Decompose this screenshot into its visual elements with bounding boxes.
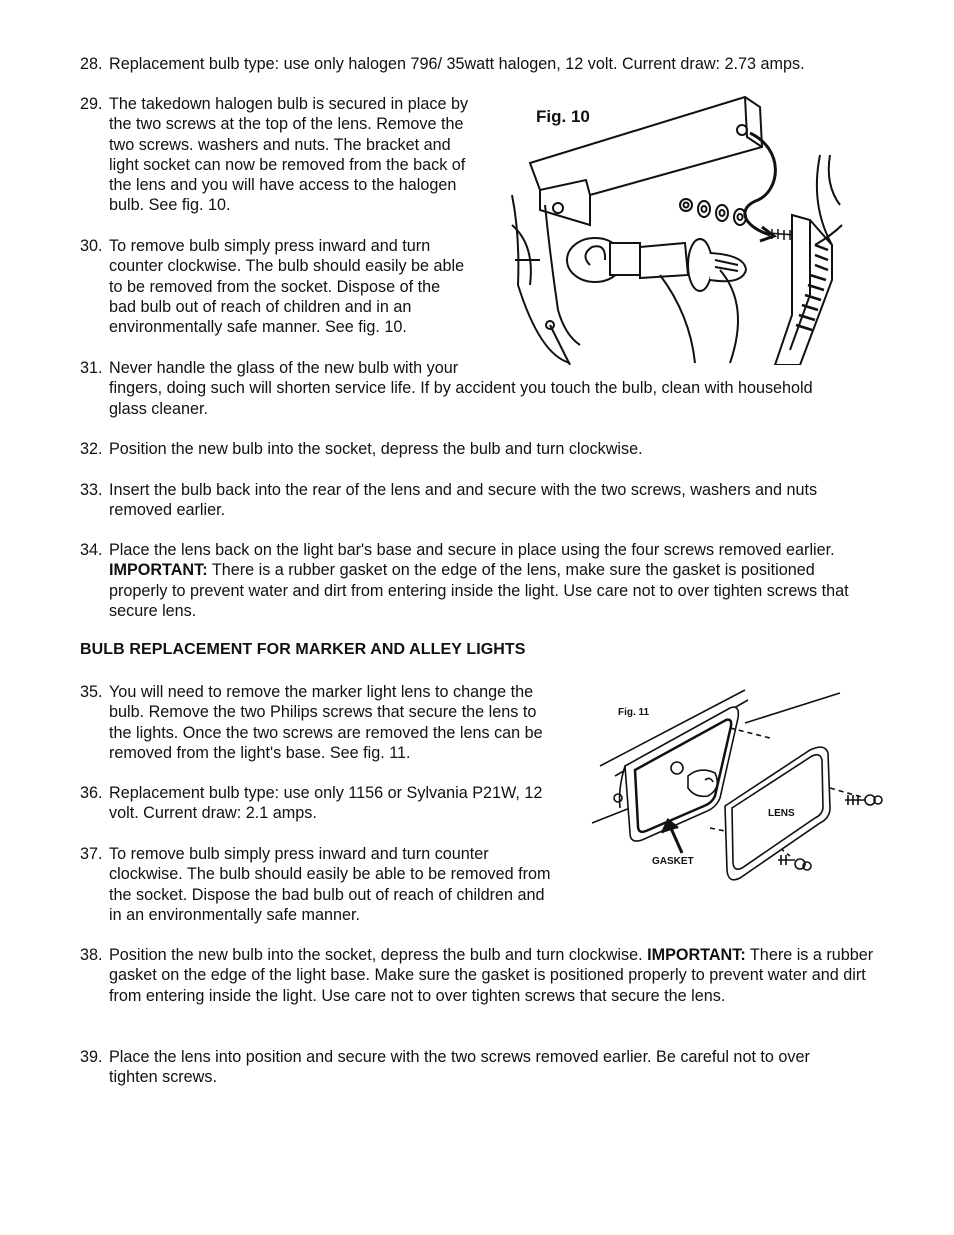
text-line: light socket can now be removed from the back of — [109, 155, 466, 174]
text-line: bulb. Remove the two Philips screws that secure the lens to — [109, 703, 537, 722]
important-label: IMPORTANT: — [109, 561, 208, 580]
step-35 — [80, 682, 600, 763]
step-number: 30. — [80, 237, 103, 255]
text-line: removed earlier. — [109, 501, 226, 520]
text-line: clockwise. The bulb should easily be able to be removed from — [109, 865, 551, 884]
step-number: 38. — [80, 946, 103, 964]
step-text — [109, 236, 520, 337]
text-line: in an environmentally safe manner. — [109, 905, 361, 924]
step-29 — [80, 94, 520, 216]
step-number: 31. — [80, 359, 103, 377]
text-line: bad bulb out of reach of children and in an — [109, 297, 412, 316]
text-line: Replacement bulb type: use only 1156 or Sylvania P21W, 12 — [109, 784, 543, 802]
text-line: the two screws at the top of the lens. Remove the — [109, 115, 464, 134]
text-line: bulb. See fig. 10. — [109, 196, 231, 215]
important-label: IMPORTANT: — [647, 946, 746, 964]
step-number: 34. — [80, 541, 103, 559]
step-text: Position the new bulb into the socket, depress the bulb and turn clockwise. — [109, 440, 643, 458]
step-28 — [80, 54, 880, 74]
step-text — [109, 844, 600, 925]
text-line: environmentally safe manner. See fig. 10. — [109, 318, 407, 337]
text-line: glass cleaner. — [109, 399, 208, 418]
text-line: To remove bulb simply press inward and turn counter — [109, 845, 489, 863]
section-heading: BULB REPLACEMENT FOR MARKER AND ALLEY LIGHTS — [80, 641, 526, 658]
step-number: 36. — [80, 784, 103, 802]
text-pre: Place the lens back on the light bar's base and secure in place using the four screws removed earlier. — [109, 541, 835, 559]
text-post: There is a rubber gasket on the edge of the lens, make sure the gasket is positioned properly to prevent water and dirt from entering inside the light. Use care not to over tighten screws that secure lens. — [109, 561, 849, 620]
step-37 — [80, 844, 600, 925]
text-line: You will need to remove the marker light lens to change the — [109, 683, 534, 701]
step-number: 28. — [80, 55, 103, 73]
step-text — [109, 783, 600, 824]
text-line: the lights. Once the two screws are removed the lens can be — [109, 723, 543, 742]
step-text — [109, 540, 875, 621]
step-31 — [80, 358, 900, 419]
step-number: 35. — [80, 683, 103, 701]
text-post: There is a rubber gasket on the edge of the light base. Make sure the gasket is positioned properly to prevent water and dirt from entering inside the light. Use care not to over tighten screws that secure the lens. — [109, 946, 874, 1005]
step-32 — [80, 439, 880, 459]
step-number: 32. — [80, 440, 103, 458]
text-line: The takedown halogen bulb is secured in place by — [109, 95, 469, 113]
step-text — [109, 358, 900, 419]
text-line: tighten screws. — [109, 1068, 217, 1087]
step-33 — [80, 480, 900, 521]
step-38 — [80, 945, 880, 1006]
text-line: volt. Current draw: 2.1 amps. — [109, 804, 317, 823]
text-line: Never handle the glass of the new bulb with your — [109, 359, 459, 377]
step-36 — [80, 783, 600, 824]
halogen-bulb-assembly-illustration — [510, 95, 845, 365]
text-line: Insert the bulb back into the rear of the lens and and secure with the two screws, washers and nuts — [109, 481, 818, 499]
step-text — [109, 945, 880, 1006]
step-text: Replacement bulb type: use only halogen 796/ 35watt halogen, 12 volt. Current draw: 2.73 amps. — [109, 55, 805, 73]
text-line: the lens and you will have access to the halogen — [109, 176, 457, 195]
step-text — [109, 94, 520, 216]
text-line: the socket. Dispose the bad bulb out of reach of children and — [109, 885, 545, 904]
step-number: 39. — [80, 1048, 103, 1066]
step-text — [109, 480, 900, 521]
figure-10 — [510, 95, 845, 365]
step-number: 37. — [80, 845, 103, 863]
step-text — [109, 682, 600, 763]
step-39 — [80, 1047, 900, 1088]
lens-label: LENS — [768, 808, 795, 819]
step-30 — [80, 236, 520, 337]
text-pre: Position the new bulb into the socket, depress the bulb and turn clockwise. — [109, 946, 648, 964]
step-34 — [80, 540, 875, 621]
text-line: Place the lens into position and secure with the two screws removed earlier. Be careful not to over — [109, 1048, 810, 1066]
figure-10-title: Fig. 10 — [536, 107, 590, 126]
step-number: 33. — [80, 481, 103, 499]
text-line: removed from the light's base. See fig. 11. — [109, 743, 411, 762]
figure-11 — [590, 688, 890, 883]
text-line: fingers, doing such will shorten service life. If by accident you touch the bulb, clean with household — [109, 379, 813, 398]
figure-11-title: Fig. 11 — [618, 707, 650, 718]
gasket-label: GASKET — [652, 856, 694, 867]
text-line: two screws. washers and nuts. The bracket and — [109, 135, 451, 154]
text-line: counter clockwise. The bulb should easily be able — [109, 257, 465, 276]
step-number: 29. — [80, 95, 103, 113]
text-line: to be removed from the socket. Dispose of the — [109, 277, 441, 296]
text-line: To remove bulb simply press inward and turn — [109, 237, 431, 255]
step-text — [109, 1047, 900, 1088]
